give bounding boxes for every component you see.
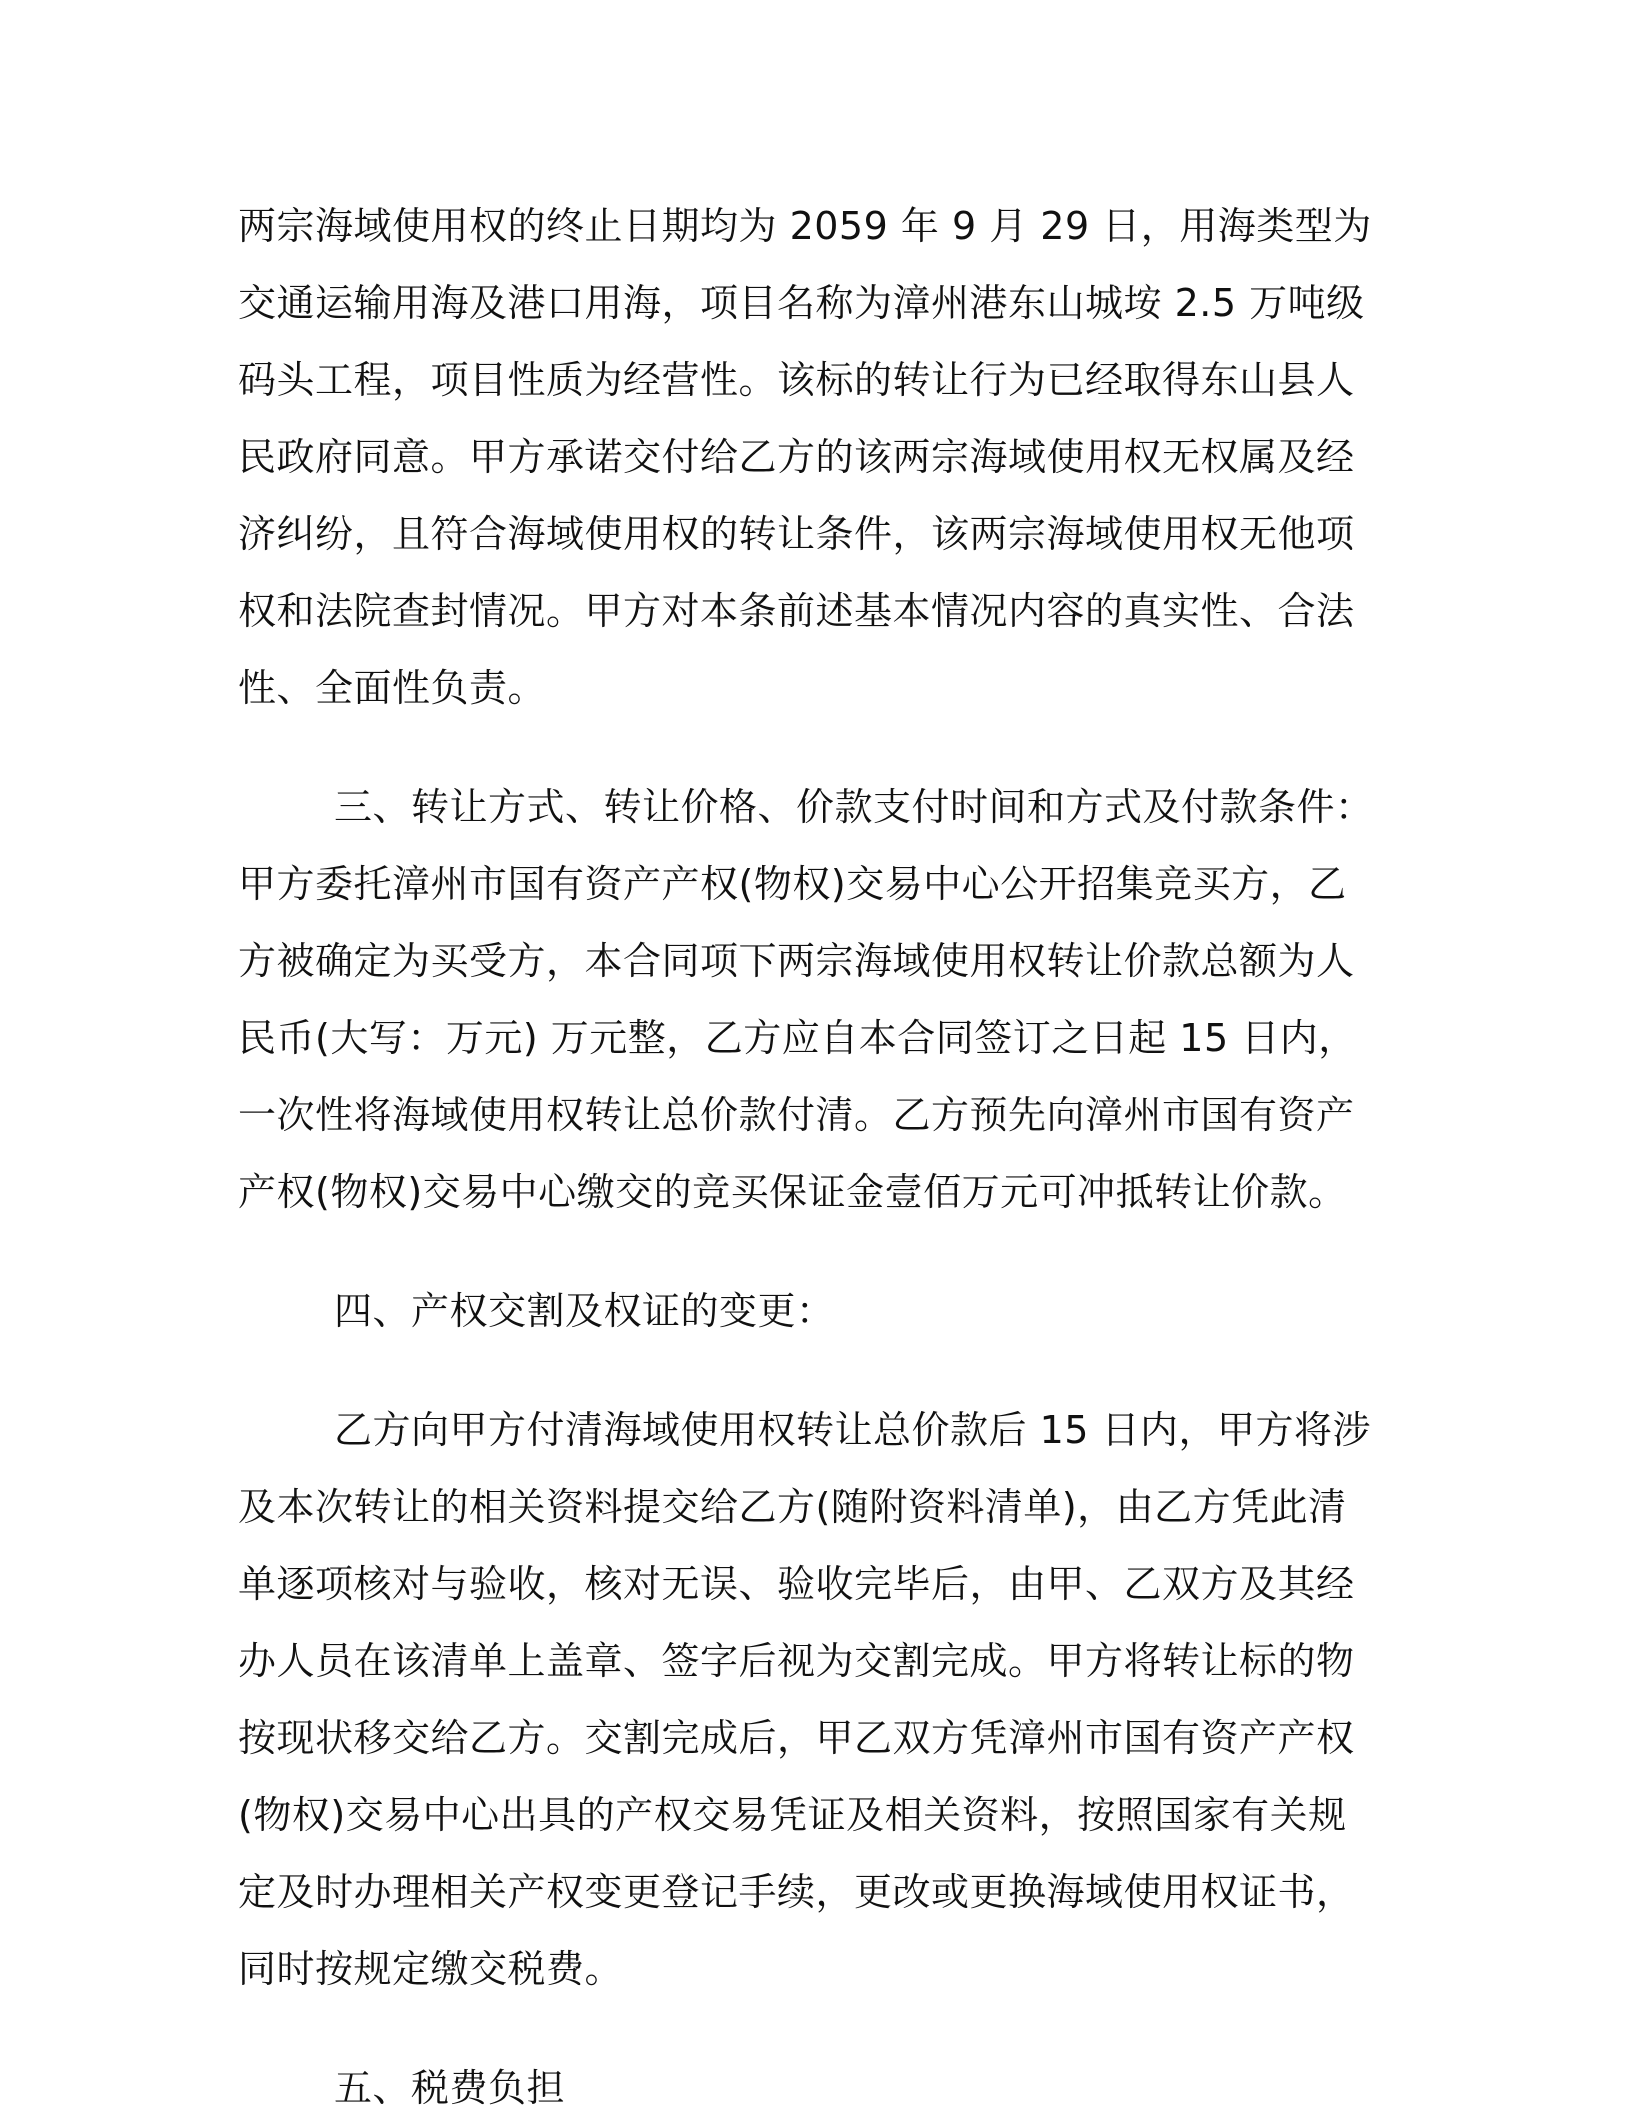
document-body xyxy=(238,188,1382,2127)
paragraph-handover-details: 乙方向甲方付清海域使用权转让总价款后 15 日内，甲方将涉及本次转让的相关资料提交给乙方(随附资料清单)，由乙方凭此清单逐项核对与验收，核对无误、验收完毕后，由甲、乙双方及其经办人员在该清单上盖章、签字后视为交割完成。甲方将转让标的物按现状移交给乙方。交割完成后，甲乙双方凭漳州市国有资产产权(物权)交易中心出具的产权交易凭证及相关资料，按照国家有关规定及时办理相关产权变更登记手续，更改或更换海域使用权证书，同时按规定缴交税费。 xyxy=(238,1408,1372,1991)
section-heading-tax-burden: 五、税费负担 xyxy=(334,2066,566,2110)
paragraph-sea-area-basic-info: 两宗海域使用权的终止日期均为 2059 年 9 月 29 日，用海类型为交通运输用海及港口用海，项目名称为漳州港东山城垵 2.5 万吨级码头工程，项目性质为经营性。该标的转让行为已经取得东山县人民政府同意。甲方承诺交付给乙方的该两宗海域使用权无权属及经济纠纷，且符合海域使用权的转让条件，该两宗海域使用权无他项权和法院查封情况。甲方对本条前述基本情况内容的真实性、合法性、全面性负责。 xyxy=(238,204,1372,710)
section-heading-property-handover: 四、产权交割及权证的变更： xyxy=(334,1289,835,1333)
paragraph-transfer-method-price: 三、转让方式、转让价格、价款支付时间和方式及付款条件： 甲方委托漳州市国有资产产权(物权)交易中心公开招集竞买方，乙方被确定为买受方，本合同项下两宗海域使用权转让价款总额为人民币(大写：万元) 万元整，乙方应自本合同签订之日起 15 日内，一次性将海域使用权转让总价款付清。乙方预先向漳州市国有资产产权(物权)交易中心缴交的竞买保证金壹佰万元可冲抵转让价款。 xyxy=(238,785,1374,1214)
